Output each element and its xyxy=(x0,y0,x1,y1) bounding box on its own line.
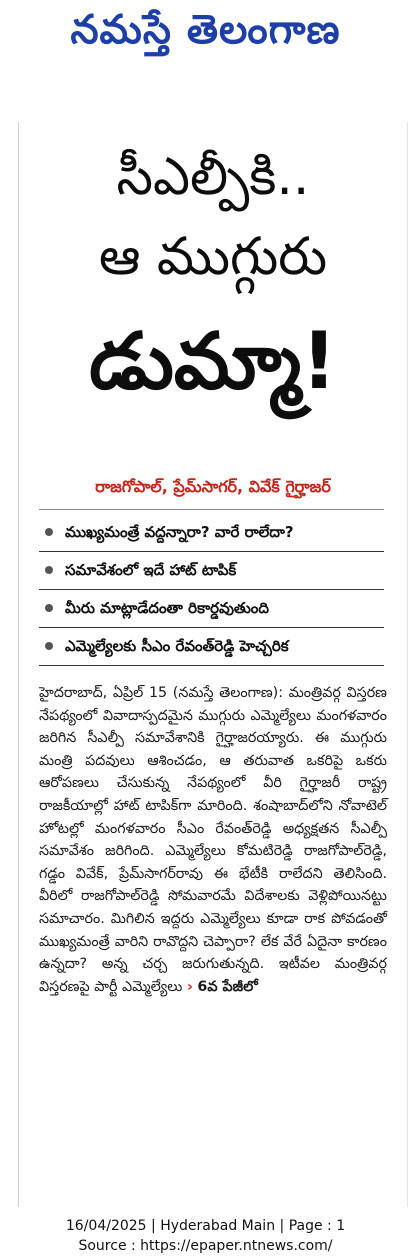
headline-line-3: డుమ్మా! xyxy=(89,317,337,407)
headline-line-2: ఆ ముగ్గురు xyxy=(98,227,328,287)
continued-on-page: 6వ పేజీలో xyxy=(197,978,258,995)
highlight-list xyxy=(39,514,384,666)
highlight-item xyxy=(39,552,384,590)
masthead-logo xyxy=(0,0,411,70)
bullet-dot-icon xyxy=(45,566,53,574)
bullet-dot-icon xyxy=(45,642,53,650)
footer-source: Source : https://epaper.ntnews.com/ xyxy=(78,1238,333,1254)
highlight-item xyxy=(39,514,384,552)
highlight-item xyxy=(39,590,384,628)
bullet-dot-icon xyxy=(45,528,53,536)
headline-line-1: సీఎల్పీకి.. xyxy=(116,147,310,207)
highlight-text: మీరు మాట్లాడేదంతా రికార్డవుతుంది xyxy=(65,599,269,617)
article-text: హైదరాబాద్‌, ఏప్రిల్‌ 15 (నమస్తే తెలంగాణ): మంత్రివర్గ విస్తరణ నేపథ్యంలో వివాదాస్పదమైన ముగ్గురు ఎమ్మెల్యేలు మంగళవారం జరిగిన సీఎల్పీ సమావేశానికి గైర్హాజరయ్యారు. ఈ ముగ్గురు మంత్రి పదవులు ఆశించడం, ఆ తరువాత ఒకరిపై ఒకరు ఆరోపణలు చేసుకున్న నేపథ్యంలో వీరి గైర్హాజరీ రాష్ట్ర రాజకీయాల్లో హాట్‌ టాపిక్‌గా మారింది. శంషాబాద్‌లోని నోవాటెల్‌ హోటల్లో మంగళవారం సీఎం రేవంత్‌రెడ్డి అధ్యక్షతన సీఎల్పీ సమావేశం జరిగింది. ఎమ్మెల్యేలు కోమటిరెడ్డి రాజగోపాల్‌రెడ్డి, గడ్డం వివేక్‌, ప్రేమ్‌సాగర్‌రావు ఈ భేటీకి రాలేదని తెలిసింది. వీరిలో రాజగోపాల్‌రెడ్డి సోమవారమే విదేశాలకు వెళ్లిపోయినట్టు సమాచారం. మిగిలిన ఇద్దరు ఎమ్మెల్యేలు కూడా రాక పోవడంతో ముఖ్యమంత్రే వారిని రావొద్దని చెప్పారా? లేక వేరే ఏదైనా కారణం ఉన్నదా? అన్న చర్చ జరుగుతున్నది. ఇటీవల మంత్రివర్గ విస్తరణపై పార్టీ ఎమ్మెల్యేలు xyxy=(39,685,387,995)
footer-date-edition: 16/04/2025 | Hyderabad Main | Page : 1 xyxy=(65,1218,346,1234)
absentee-names: రాజగోపాల్‌, ప్రేమ్‌సాగర్‌, వివేక్‌ గైర్హాజర్‌ xyxy=(95,477,331,496)
continued-arrow-icon: › xyxy=(186,978,193,995)
highlight-text: ముఖ్యమంత్రే వద్దన్నారా? వారే రాలేదా? xyxy=(65,523,294,541)
highlight-text: ఎమ్మెల్యేలకు సీఎం రేవంత్‌రెడ్డి హెచ్చరిక xyxy=(65,637,289,655)
news-clipping xyxy=(18,122,408,1207)
masthead-title: నమస్తే తెలంగాణ xyxy=(70,7,341,53)
bullet-dot-icon xyxy=(45,604,53,612)
names-divider xyxy=(39,509,384,510)
article-body xyxy=(39,682,387,998)
highlight-item xyxy=(39,628,384,666)
highlight-text: సమావేశంలో ఇదే హాట్‌ టాపిక్‌ xyxy=(65,561,237,579)
